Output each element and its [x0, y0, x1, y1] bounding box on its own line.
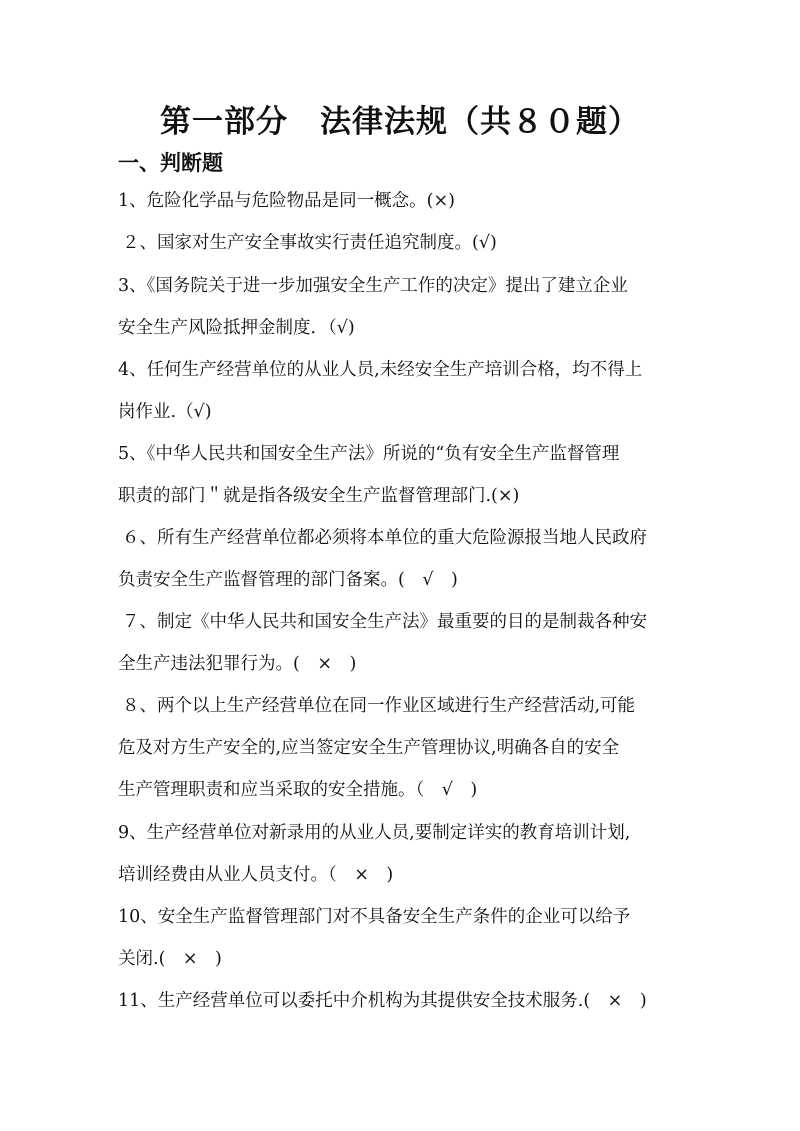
question-line: 9、生产经营单位对新录用的从业人员,要制定详实的教育培训计划, — [118, 823, 631, 843]
question-line: 岗作业.（√) — [118, 402, 212, 422]
question-line: 5、《中华人民共和国安全生产法》所说的“负有安全生产监督管理 — [118, 444, 620, 464]
question-line: ２、国家对生产安全事故实行责任追究制度。(√) — [122, 233, 497, 253]
question-line: 10、安全生产监督管理部门对不具备安全生产条件的企业可以给予 — [118, 907, 631, 927]
question-line: 3、《国务院关于进一步加强安全生产工作的决定》提出了建立企业 — [118, 276, 628, 296]
question-line: 安全生产风险抵押金制度．（√) — [118, 318, 355, 338]
question-line: 职责的部门＂就是指各级安全生产监督管理部门.(×) — [118, 486, 520, 506]
question-line: 4、任何生产经营单位的从业人员,未经安全生产培训合格，均不得上 — [118, 360, 643, 380]
question-line: 生产管理职责和应当采取的安全措施。（ √ ) — [118, 780, 478, 800]
question-line: 11、生产经营单位可以委托中介机构为其提供安全技术服务.( × ) — [118, 991, 647, 1011]
question-line: 危及对方生产安全的,应当签定安全生产管理协议,明确各自的安全 — [118, 738, 620, 758]
page-title: 第一部分 法律法规（共８０题） — [160, 104, 640, 140]
question-line: ８、两个以上生产经营单位在同一作业区域进行生产经营活动,可能 — [122, 696, 636, 716]
question-line: 培训经费由从业人员支付。（ × ) — [118, 865, 394, 885]
question-line: ７、制定《中华人民共和国安全生产法》最重要的目的是制裁各种安 — [122, 612, 647, 632]
section-heading: 一、判断题 — [118, 150, 223, 175]
question-line: 关闭.( × ) — [118, 949, 222, 969]
question-line: 全生产违法犯罪行为。( × ) — [118, 654, 357, 674]
question-line: 负责安全生产监督管理的部门备案。( √ ) — [118, 570, 458, 590]
question-line: 1、危险化学品与危险物品是同一概念。(×) — [118, 191, 455, 211]
question-line: ６、所有生产经营单位都必须将本单位的重大危险源报当地人民政府 — [122, 528, 647, 548]
